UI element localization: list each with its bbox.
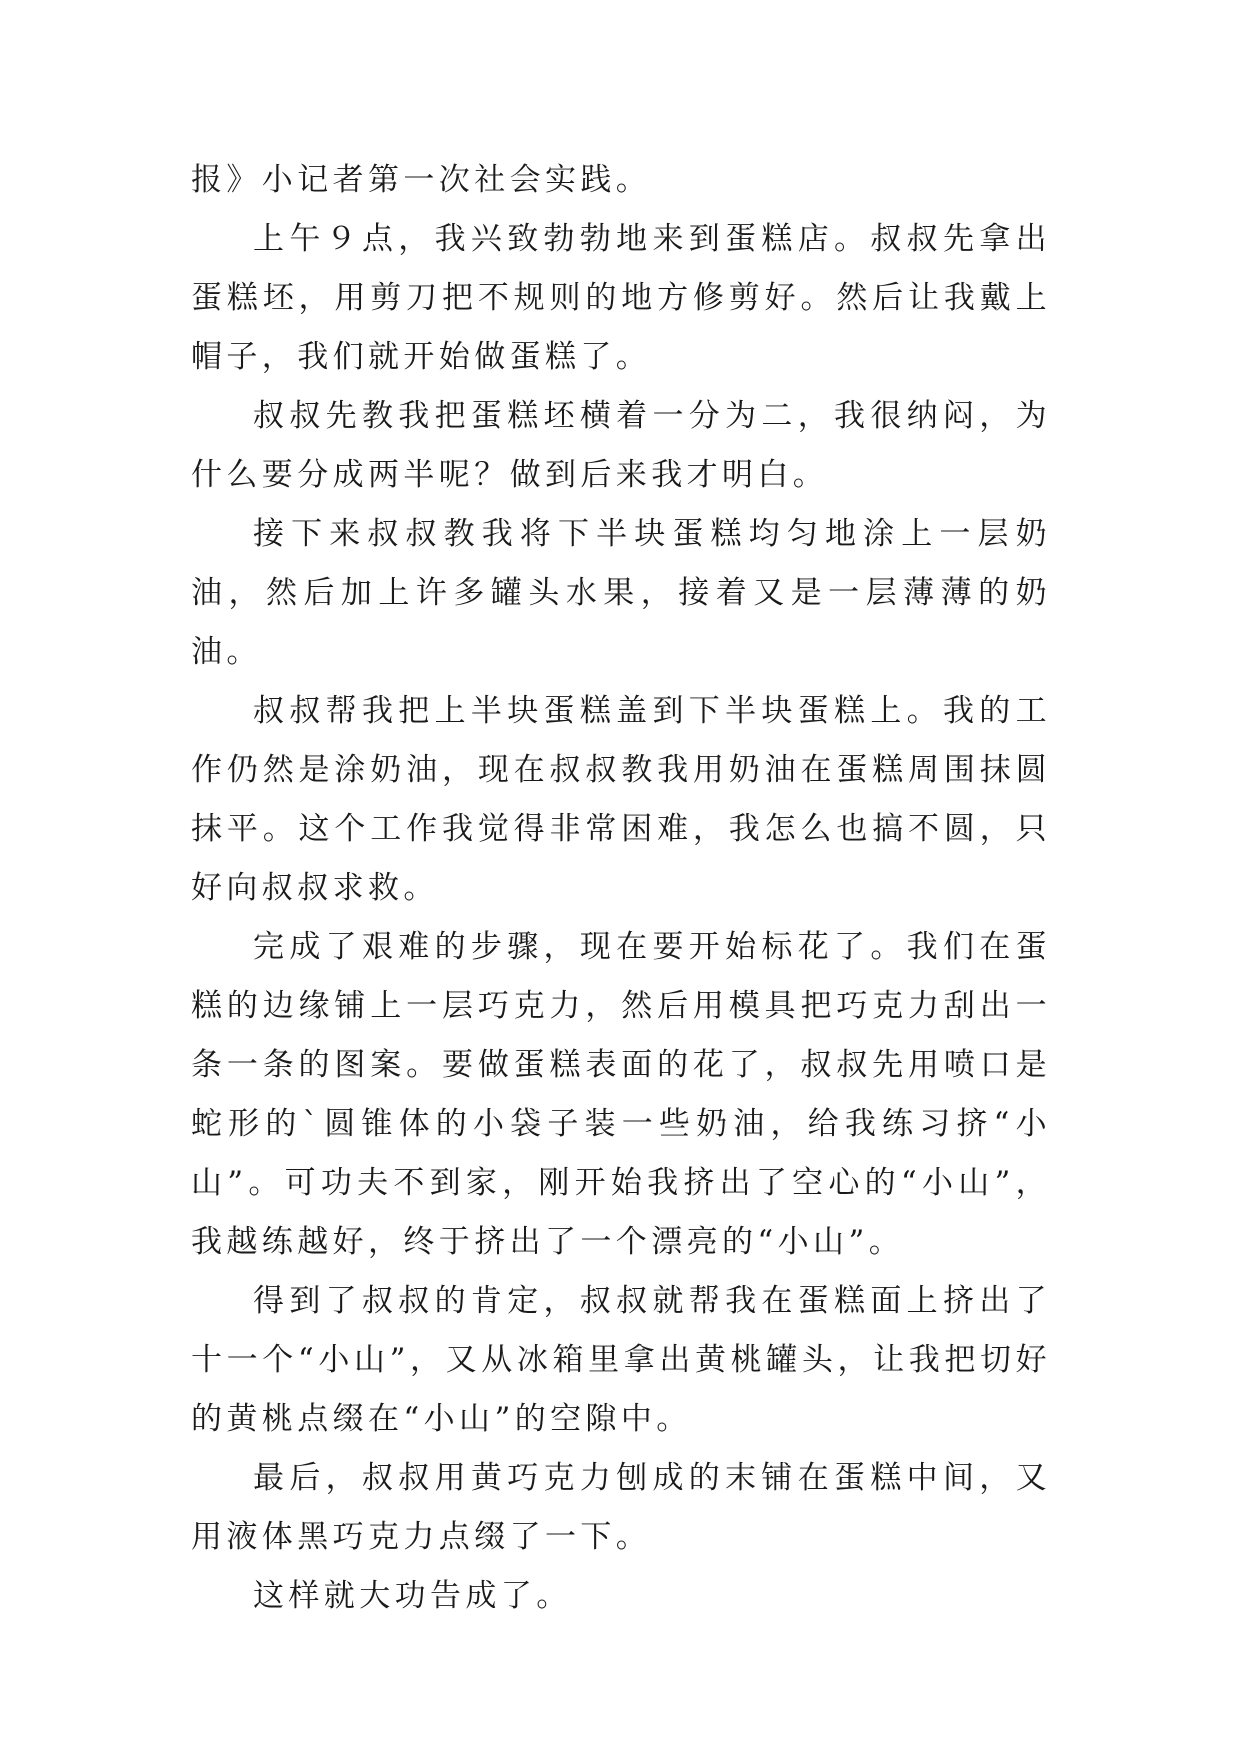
paragraph: 叔叔帮我把上半块蛋糕盖到下半块蛋糕上。我的工作仍然是涂奶油，现在叔叔教我用奶油在蛋糕周围抹圆抹平。这个工作我觉得非常困难，我怎么也搞不圆，只好向叔叔求救。 <box>191 693 1051 906</box>
paragraph: 叔叔先教我把蛋糕坯横着一分为二，我很纳闷，为什么要分成两半呢？做到后来我才明白。 <box>191 398 1051 493</box>
paragraph: 得到了叔叔的肯定，叔叔就帮我在蛋糕面上挤出了十一个“小山”，又从冰箱里拿出黄桃罐头，让我把切好的黄桃点缀在“小山”的空隙中。 <box>191 1283 1051 1437</box>
paragraph: 完成了艰难的步骤，现在要开始标花了。我们在蛋糕的边缘铺上一层巧克力，然后用模具把巧克力刮出一条一条的图案。要做蛋糕表面的花了，叔叔先用喷口是蛇形的`圆锥体的小袋子装一些奶油，给我练习挤“小山”。可功夫不到家，刚开始我挤出了空心的“小山”，我越练越好，终于挤出了一个漂亮的“小山”。 <box>191 929 1051 1260</box>
paragraph-continuation: 报》小记者第一次社会实践。 <box>191 162 652 198</box>
document-body <box>191 151 1051 1626</box>
paragraph: 上午９点，我兴致勃勃地来到蛋糕店。叔叔先拿出蛋糕坯，用剪刀把不规则的地方修剪好。然后让我戴上帽子，我们就开始做蛋糕了。 <box>191 221 1051 375</box>
paragraph: 最后，叔叔用黄巧克力刨成的末铺在蛋糕中间，又用液体黑巧克力点缀了一下。 <box>191 1460 1051 1555</box>
paragraph: 这样就大功告成了。 <box>253 1578 572 1614</box>
paragraph: 接下来叔叔教我将下半块蛋糕均匀地涂上一层奶油，然后加上许多罐头水果，接着又是一层薄薄的奶油。 <box>191 516 1051 670</box>
